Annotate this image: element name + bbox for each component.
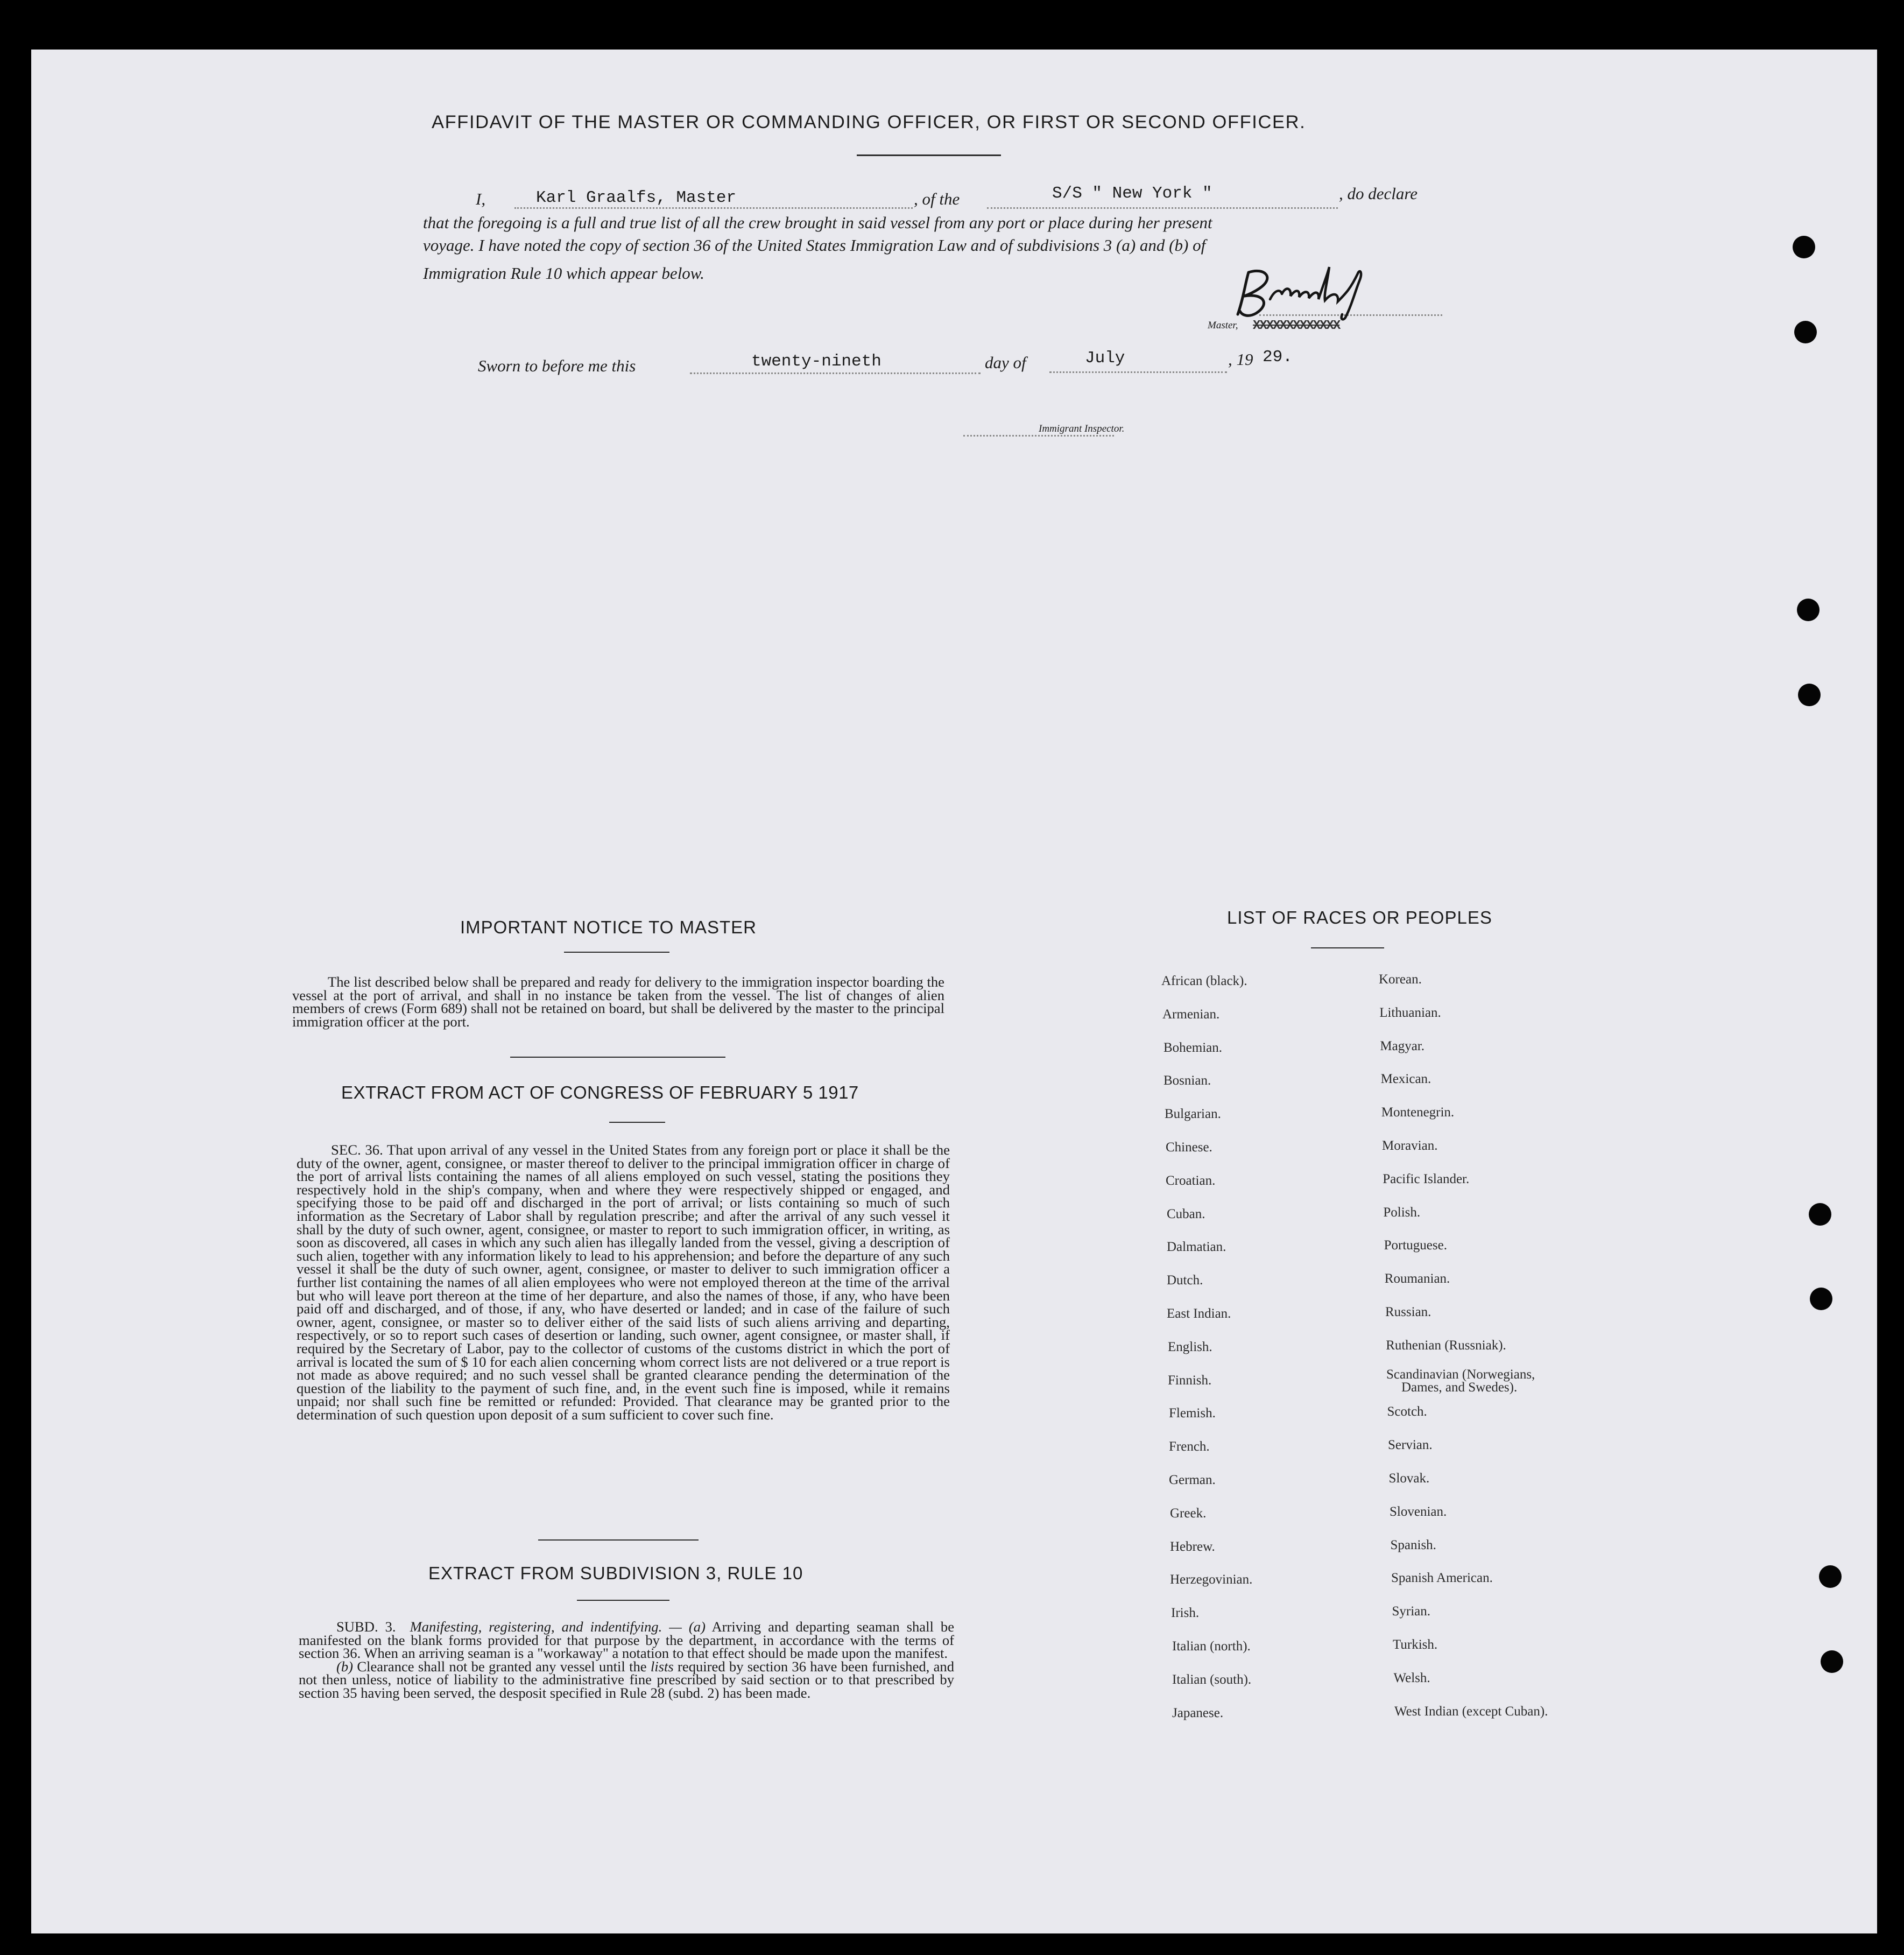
affidavit-title: AFFIDAVIT OF THE MASTER OR COMMANDING OFFICER, OR FIRST OR SECOND OFFICER. [432,112,1306,132]
race-item: Spanish American. [1391,1571,1493,1586]
punch-hole [1810,1288,1832,1310]
race-item: West Indian (except Cuban). [1394,1704,1548,1719]
punch-hole [1793,236,1815,258]
race-item: Russian. [1385,1305,1431,1319]
race-item: Polish. [1383,1205,1421,1220]
races-title: LIST OF RACES OR PEOPLES [1227,908,1492,927]
race-item: Slovenian. [1390,1504,1447,1519]
subd-heading: Manifesting, registering, and indentifying. — (a) [410,1619,706,1635]
race-item: Servian. [1388,1438,1433,1453]
race-item: Montenegrin. [1381,1105,1455,1120]
master-signature [1232,262,1410,326]
affidavit-line-4: Immigration Rule 10 which appear below. [423,264,704,283]
race-item: German. [1169,1473,1216,1487]
inspector-signature-line [963,435,1114,437]
race-item: Scotch. [1387,1404,1427,1419]
extract-act-rule [609,1122,665,1123]
extract-act-title: EXTRACT FROM ACT OF CONGRESS OF FEBRUARY 5 1917 [341,1082,859,1102]
race-item: Chinese. [1166,1140,1212,1155]
race-item: English. [1168,1339,1212,1354]
subd-b-paragraph [299,1660,954,1700]
race-item: Pacific Islander. [1383,1171,1470,1186]
race-item: Scandinavian (Norwegians, [1386,1367,1535,1382]
race-item: Portuguese. [1384,1238,1447,1253]
race-item: Armenian. [1162,1007,1220,1022]
race-item: Welsh. [1393,1670,1430,1685]
inspector-label: Immigrant Inspector. [1039,423,1125,434]
day-line [690,372,981,374]
notice-rule [564,952,669,953]
master-name-line [514,207,913,209]
title-rule [857,154,1001,156]
race-item: Irish. [1171,1606,1200,1621]
race-item: Ruthenian (Russniak). [1386,1338,1506,1353]
punch-hole [1798,684,1821,706]
master-label: Master, [1208,320,1238,331]
of-the-label: , of the [914,189,960,208]
year-prefix: , 19 [1228,350,1253,369]
affidavit-i: I, [476,189,486,208]
year-value: 29. [1263,348,1293,367]
notice-paragraph: The list described below shall be prepared and ready for delivery to the immigration inspector boarding the vessel at the port of arrival, and shall in no instance be taken from the vessel. The list of changes of alien members of crews (Form 689) shall not be retained on board, but shall be delivered by the master to the principal immigration officer at the port. [292,974,944,1030]
punch-hole [1821,1650,1843,1673]
race-item: Roumanian. [1384,1271,1450,1286]
notice-title: IMPORTANT NOTICE TO MASTER [460,917,757,937]
affidavit-line-3: voyage. I have noted the copy of section 36 of the United States Immigration Law and of subdivisions 3 (a) and (b) of [423,236,1206,255]
day-value: twenty-nineth [751,352,882,371]
race-item: African (black). [1161,974,1247,988]
race-item: Turkish. [1393,1637,1438,1652]
race-item: Bulgarian. [1165,1107,1221,1122]
subd-label: SUBD. 3. [336,1619,396,1635]
sworn-label: Sworn to before me this [478,356,636,375]
do-declare-label: , do declare [1339,184,1418,203]
race-item: Hebrew. [1170,1539,1215,1554]
race-item: Bohemian. [1163,1040,1223,1055]
month-line [1049,371,1227,373]
vessel-line [987,207,1338,209]
extract-act-text [297,1143,950,1421]
subd-b-text-1: Clearance shall not be granted any vessel until the [357,1658,647,1675]
race-item: Dutch. [1167,1273,1203,1288]
race-item: Dames, and Swedes). [1401,1380,1518,1395]
punch-hole [1819,1565,1842,1588]
subd-b-lists: lists [650,1658,674,1675]
master-name: Karl Graalfs, Master [536,188,737,207]
extract-rule-text [299,1620,954,1700]
vessel-name: S/S " New York " [1052,184,1212,203]
section-rule [510,1057,725,1058]
race-item: Dalmatian. [1167,1240,1226,1255]
race-item: Korean. [1379,972,1422,987]
notice-text [292,975,944,1028]
race-item: Spanish. [1390,1537,1436,1552]
extract-rule-rule [577,1600,669,1601]
race-item: East Indian. [1167,1306,1231,1321]
subd-b-text-2: required by section 36 have been furnished, and not then unless, notice of liability to the administrative fine prescribed by said section or to that prescribed by section 35 having been served, the desposit specified in Rule 28 (subd. 2) has been made. [299,1658,955,1701]
race-item: Bosnian. [1163,1073,1211,1088]
section-rule [538,1539,699,1541]
subd-b-label: (b) [336,1658,354,1675]
race-item: Syrian. [1392,1604,1431,1619]
race-item: Magyar. [1380,1038,1425,1053]
extract-rule-title: EXTRACT FROM SUBDIVISION 3, RULE 10 [428,1563,803,1583]
affidavit-line-2: that the foregoing is a full and true list of all the crew brought in said vessel from any port or place during her present [423,213,1212,232]
struck-title: XXXXXXXXXXXXX [1253,319,1340,333]
subd-a-text: Arriving and departing seaman shall be manifested on the blank forms provided for that purpose by the department, in accordance with the terms of section 36. When an arriving seaman is a "workaway" a notation to that effect should be made upon the manifest. [299,1619,954,1662]
race-item: Japanese. [1172,1705,1224,1720]
race-item: Moravian. [1382,1138,1438,1153]
race-item: Slovak. [1388,1471,1430,1486]
race-item: Italian (south). [1172,1672,1252,1687]
subd-a-paragraph [299,1620,954,1660]
race-item: Flemish. [1169,1406,1216,1421]
race-item: Croatian. [1166,1173,1216,1188]
month-value: July [1085,349,1125,368]
race-item: Italian (north). [1172,1639,1251,1654]
race-item: Finnish. [1168,1373,1212,1388]
race-item: French. [1169,1439,1210,1454]
race-item: Greek. [1170,1506,1207,1521]
race-item: Cuban. [1167,1206,1205,1221]
punch-hole [1794,321,1817,343]
day-of-label: day of [985,353,1026,372]
punch-hole [1809,1203,1831,1226]
section-36-paragraph: SEC. 36. That upon arrival of any vessel in the United States from any foreign port or place it shall be the duty of the owner, agent, consignee, or master thereof to deliver to the principal immigration officer in charge of the port of arrival lists containing the names of all aliens employed on such vessel, stating the positions they respectively hold in the ship's company, when and where they were respectively shipped or engaged, and specifying those to be paid off and discharged in the port of arrival; or lists containing so much of such information as the Secretary of Labor shall by regulation prescribe; and after the arrival of any such vessel it shall by the duty of such owner, agent, consignee, or master to report to such immigration officer, in writing, as soon as discovered, all cases in which any such alien has illegally landed from the vessel, giving a description of such alien, together with any information likely to lead to his apprehension; and before the departure of any such vessel it shall be the duty of such owner, agent, consignee, or master to deliver to such immigration officer a further list containing the names of all alien employees who were not employed thereon at the time of the arrival but who will leave port thereon at the time of her departure, and also the names of those, if any, who have been paid off and discharged, and of those, if any, who have deserted or landed; and in case of the failure of such owner, agent, consignee, or master so to deliver either of the said lists of such aliens arriving and departing, respectively, or so to report such cases of desertion or landing, such owner, agent consignee, or master shall, if required by the Secretary of Labor, pay to the collector of customs of the customs district in which the port of arrival is located the sum of $ 10 for each alien concerning whom correct lists are not delivered or a true report is not made as above required; and no such vessel shall be granted clearance pending the determination of the question of the liability to the payment of such fine, and, in the event such fine is imposed, while it remains unpaid; nor shall such fine be remitted or refunded: Provided. That clearance may be granted prior to the determination of such question upon deposit of a sum sufficient to cover such fine. [297,1142,950,1423]
race-item: Herzegovinian. [1170,1572,1253,1587]
race-item: Lithuanian. [1379,1005,1441,1020]
punch-hole [1797,599,1820,621]
race-item: Mexican. [1380,1072,1431,1087]
races-rule [1311,947,1384,948]
